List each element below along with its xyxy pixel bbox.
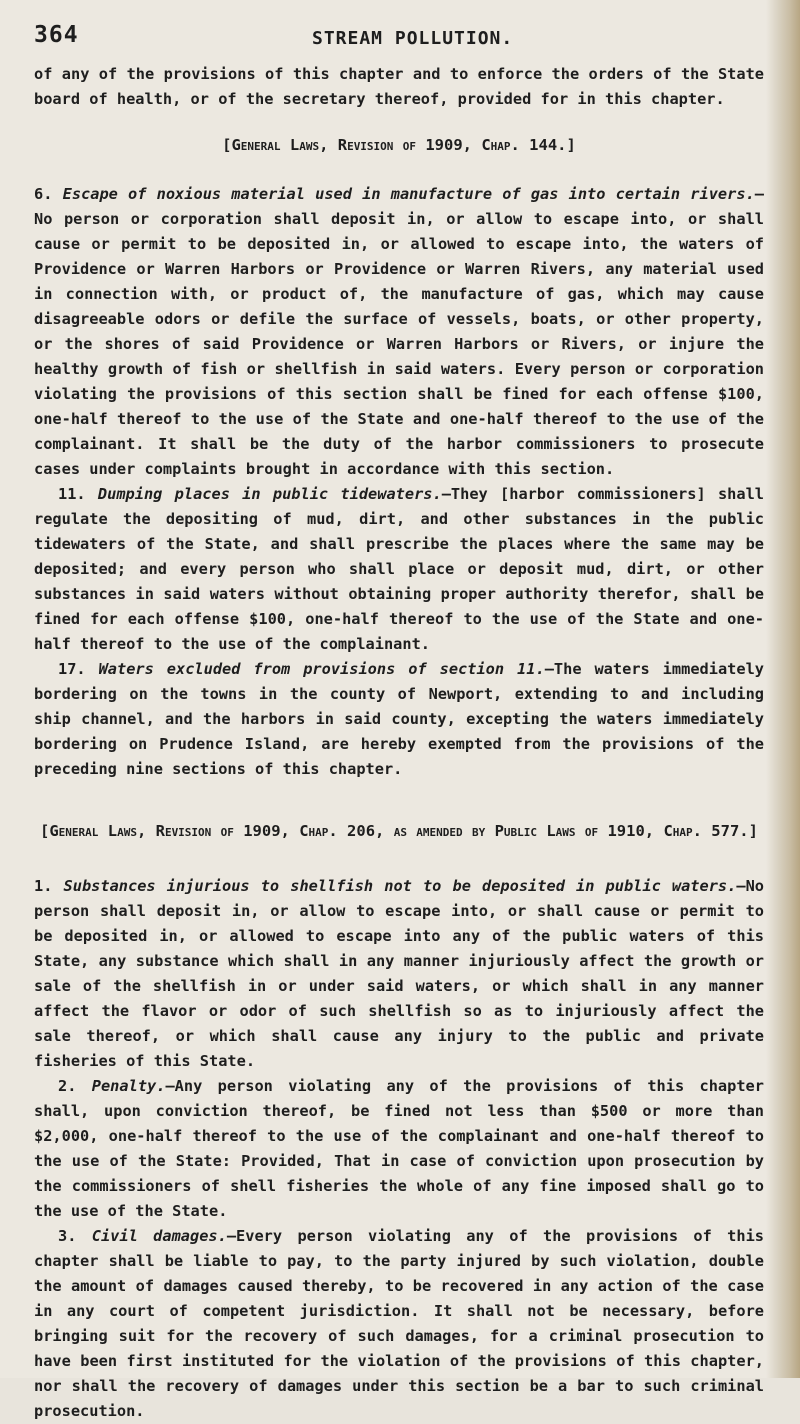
page-content [34,22,764,1424]
section-6 [34,182,764,482]
section-3 [34,1224,764,1424]
running-head: STREAM POLLUTION. [312,28,514,49]
section-heading: Escape of noxious material used in manufacture of gas into certain rivers. [62,185,755,203]
intro-paragraph: of any of the provisions of this chapter and to enforce the orders of the State board of health, or of the secretary thereof, provided for in this chapter. [34,65,764,108]
section-body: —The waters immediately bordering on the towns in the county of Newport, extending to and including ship channel, and the harbors in said county, excepting the waters immediately bordering on Prudence Island, are hereby exempted from the provisions of the preceding nine sections of this chapter. [34,660,764,778]
section-number: 11. [58,485,86,503]
citation-general-laws-chap-144: [General Laws, Revision of 1909, Chap. 144.] [222,136,576,154]
citation-general-laws-chap-206: [General Laws, Revision of 1909, Chap. 206, as amended by Public Laws of 1910, Chap. 577.] [40,822,758,840]
section-heading: Penalty. [91,1077,166,1095]
section-number: 2. [58,1077,77,1095]
section-number: 3. [58,1227,77,1245]
section-heading: Substances injurious to shellfish not to be deposited in public waters. [63,877,737,895]
section-body: —Any person violating any of the provisions of this chapter shall, upon conviction thereof, be fined not less than $500 or more than $2,000, one-half thereof to the use of the complainant and one-half thereof to the use of the State: Provided, That in case of conviction upon prosecution by the commissioners of shell fisheries the whole of any fine imposed shall go to the use of the State. [34,1077,764,1220]
section-number: 1. [34,877,53,895]
section-heading: Waters excluded from provisions of section 11. [98,660,545,678]
page-edge-shadow [766,0,800,1378]
section-heading: Civil damages. [91,1227,227,1245]
section-number: 17. [58,660,86,678]
section-17 [34,657,764,782]
section-body: —They [harbor commissioners] shall regulate the depositing of mud, dirt, and other substances in the public tidewaters of the State, and shall prescribe the places where the same may be deposited; and every person who shall place or deposit mud, dirt, or other substances in said waters without obtaining proper authority therefor, shall be fined for each offense $100, one-half thereof to the use of the State and one-half thereof to the use of the complainant. [34,485,765,653]
section-heading: Dumping places in public tidewaters. [97,485,442,503]
section-number: 6. [34,185,53,203]
section-11 [34,482,764,657]
section-body: —No person shall deposit in, or allow to escape into, or shall cause or permit to be deposited in, or allowed to escape into any of the public waters of this State, any substance which shall in any manner injuriously affect the growth or sale of the shellfish in or under said waters, or which shall in any manner affect the flavor or odor of such shellfish so as to injuriously affect the sale thereof, or which shall cause any injury to the public and private fisheries of this State. [34,877,764,1070]
section-body: —No person or corporation shall deposit in, or allow to escape into, or shall cause or permit to be deposited in, or allowed to escape into, the waters of Providence or Warren Harbors or Providence or Warren Rivers, any material used in connection with, or product of, the manufacture of gas, which may cause disagreeable odors or defile the surface of vessels, boats, or other property, or the shores of said Providence or Warren Harbors or Rivers, or injure the healthy growth of fish or shellfish in said waters. Every person or corporation violating the provisions of this section shall be fined for each offense $100, one-half thereof to the use of the State and one-half thereof to the use of the complainant. It shall be the duty of the harbor commissioners to prosecute cases under complaints brought in accordance with this section. [34,185,764,478]
section-2 [34,1074,764,1224]
page-number: 364 [34,22,79,48]
section-body: —Every person violating any of the provisions of this chapter shall be liable to pay, to the party injured by such violation, double the amount of damages caused thereby, to be recovered in any action of the case in any court of competent jurisdiction. It shall not be necessary, before bringing suit for the recovery of such damages, for a criminal prosecution to have been first instituted for the violation of the provisions of this chapter, nor shall the recovery of damages under this section be a bar to such criminal prosecution. [34,1227,764,1420]
section-1 [34,874,764,1074]
page-header [34,22,764,56]
